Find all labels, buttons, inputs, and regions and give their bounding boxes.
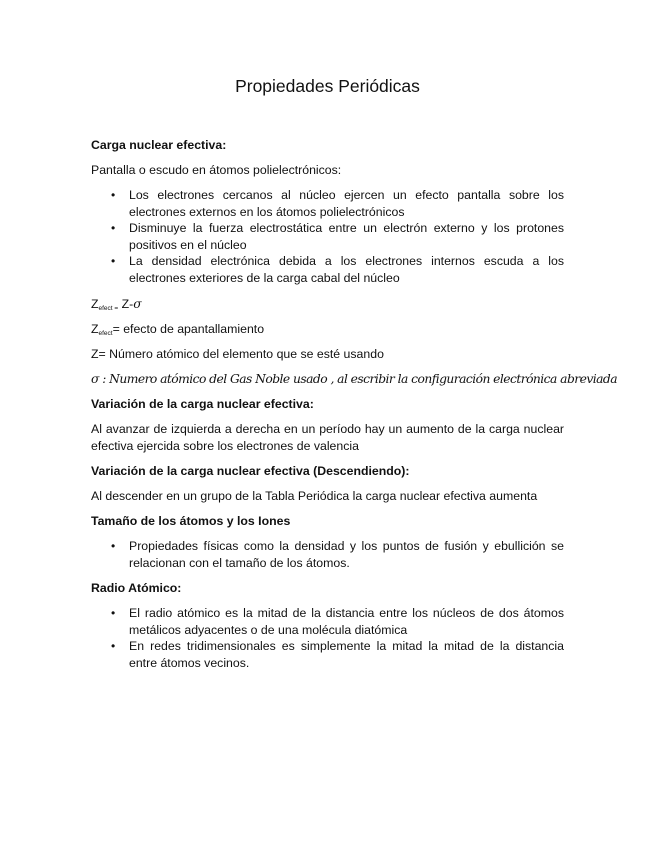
sigma-symbol: σ: [133, 297, 142, 311]
heading-variacion-descendiendo: Variación de la carga nuclear efectiva (Descendiendo):: [91, 464, 410, 478]
formula-rhs: Z-: [118, 297, 134, 311]
formula-sigma-definition: σ : Numero atómico del Gas Noble usado , al escribir la configuración electrónica abreviada: [91, 372, 617, 386]
paragraph-descendiendo: Al descender en un grupo de la Tabla Periódica la carga nuclear efectiva aumenta: [91, 489, 538, 503]
formula-z: Z: [91, 297, 99, 311]
bullet-dot: •: [111, 639, 116, 654]
bullet-dot: •: [111, 221, 116, 236]
intro-pantalla: Pantalla o escudo en átomos polielectrónicos:: [91, 163, 342, 177]
list-item-text: Disminuye la fuerza electrostática entre un electrón externo y los protones positivos en el núcleo: [129, 221, 564, 252]
paragraph-variacion: Al avanzar de izquierda a derecha en un período hay un aumento de la carga nuclear efectiva ejercida sobre los electrones de valencia: [91, 422, 564, 453]
formula-z-numero-atomico: Z= Número atómico del elemento que se esté usando: [91, 347, 384, 361]
formula-zefect: [91, 296, 564, 318]
list-item: [91, 220, 564, 253]
list-item-text: La densidad electrónica debida a los electrones internos escuda a los electrones exteriores de la carga cabal del núcleo: [129, 254, 564, 285]
formula-z: Z: [91, 322, 99, 336]
formula-apantallamiento: [91, 321, 564, 343]
bullet-dot: •: [111, 254, 116, 269]
bullet-list-tamano: [91, 538, 564, 571]
heading-radio-atomico: Radio Atómico:: [91, 581, 182, 595]
list-item: [91, 605, 564, 638]
formula-subscript: efect =: [98, 305, 119, 312]
list-item-text: Propiedades físicas como la densidad y los puntos de fusión y ebullición se relacionan con el tamaño de los átomos.: [129, 539, 564, 570]
list-item: [91, 638, 564, 671]
bullet-dot: •: [111, 606, 116, 620]
formula-rhs: = efecto de apantallamiento: [112, 322, 265, 336]
list-item-text: En redes tridimensionales es simplemente la mitad la mitad de la distancia entre átomos vecinos.: [129, 639, 564, 670]
list-item: [91, 187, 564, 220]
heading-variacion: Variación de la carga nuclear efectiva:: [91, 397, 314, 411]
list-item-text: Los electrones cercanos al núcleo ejercen un efecto pantalla sobre los electrones externos en los átomos polielectrónicos: [129, 188, 564, 219]
list-item: [91, 253, 564, 286]
page-title: Propiedades Periódicas: [235, 76, 420, 96]
heading-carga-nuclear-efectiva: Carga nuclear efectiva:: [91, 138, 227, 152]
heading-tamano: Tamaño de los átomos y los Iones: [91, 514, 291, 528]
list-item-text: El radio atómico es la mitad de la distancia entre los núcleos de dos átomos metálicos adyacentes o de una molécula diatómica: [129, 606, 564, 637]
formula-subscript: efect: [98, 330, 113, 337]
bullet-dot: •: [111, 539, 116, 553]
bullet-list-radio: [91, 605, 564, 671]
list-item: [91, 538, 564, 571]
bullet-dot: •: [111, 188, 116, 202]
bullet-list-carga: [91, 187, 564, 287]
